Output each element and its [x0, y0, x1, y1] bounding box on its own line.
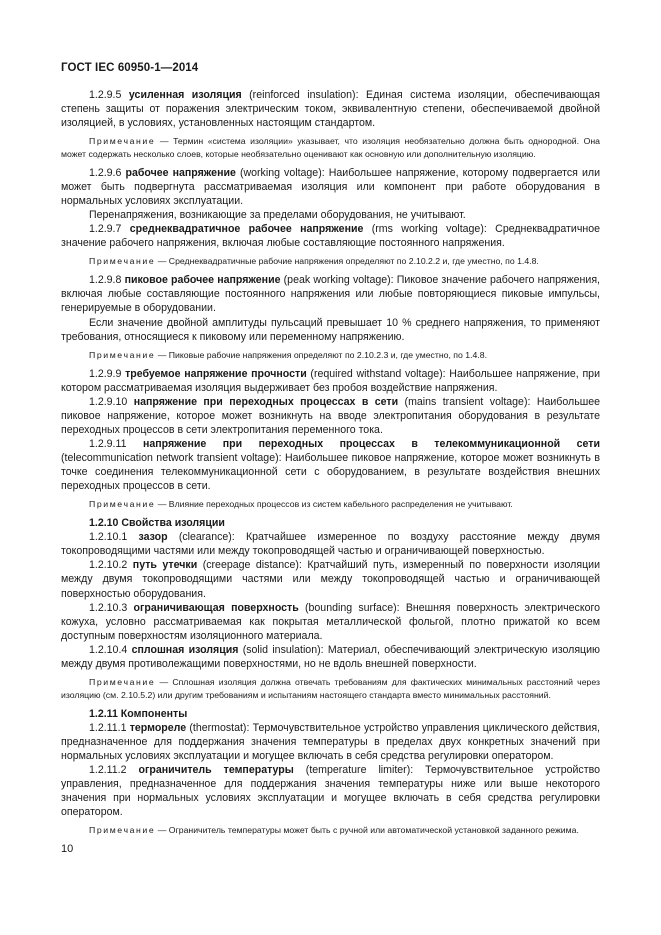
clause-number: 1.2.9.6 [89, 166, 122, 179]
note-paragraph [61, 676, 600, 702]
defined-term: термореле [129, 721, 187, 734]
clause-number: 1.2.9.9 [89, 367, 122, 380]
definition-paragraph [61, 166, 600, 208]
definition-paragraph [61, 273, 600, 315]
clause-number: 1.2.11.2 [89, 763, 127, 776]
note-text: — Пиковые рабочие напряжения определяют по 2.10.2.3 и, где уместно, по 1.4.8. [155, 349, 487, 360]
body-paragraph: Если значение двойной амплитуды пульсаций превышает 10 % среднего напряжения, то применяют требования, относящиеся к пиковому или переменному напряжению. [61, 316, 600, 343]
note-label: Примечание [89, 136, 156, 147]
definition-text: (temperature limiter): Термочувствительное устройство управления, предназначенное для поддержания значения температуры ниже или выше некоторого значения при нормальных условиях эксплуатации и могущее включать в себя средства регулировки оператором. [61, 763, 600, 819]
note-label: Примечание [89, 349, 156, 360]
clause-number: 1.2.10.2 [89, 559, 128, 572]
note-label: Примечание [89, 499, 156, 510]
defined-term: пиковое рабочее напряжение [124, 274, 281, 287]
defined-term: напряжение при переходных процессах в телекоммуникационной сети [142, 437, 600, 450]
note-paragraph [61, 349, 600, 362]
definition-text: (thermostat): Термочувствительное устройство управления циклического действия, предназначенное для поддержания значения температуры в пределах двух конкретных значений при нормальных условиях эксплуатации и могущее включать в себя средства регулировки оператором. [61, 721, 600, 762]
definition-text: (rms working voltage): Среднеквадратичное значение рабочего напряжения, включая любые составляющие постоянного напряжения. [61, 223, 600, 250]
definition-paragraph [61, 88, 600, 130]
defined-term: ограничивающая поверхность [133, 601, 299, 614]
defined-term: напряжение при переходных процессах в сети [133, 395, 399, 408]
clause-number: 1.2.9.7 [89, 223, 122, 236]
section-heading: 1.2.11 Компоненты [89, 707, 188, 720]
clause-number: 1.2.9.5 [89, 89, 122, 101]
clause-number: 1.2.10.4 [89, 643, 128, 656]
clause-number: 1.2.11.1 [89, 721, 127, 734]
definition-text: (clearance): Кратчайшее измеренное по воздуху расстояние между двумя токопроводящими частями или между токопроводящей частью и ограничивающей поверхностью. [61, 531, 601, 558]
definition-paragraph [61, 222, 600, 250]
note-paragraph [61, 824, 600, 837]
definition-text: (reinforced insulation): Единая система изоляции, обеспечивающая степень защиты от поражения электрическим током, эквивалентную степени, обеспечиваемой двойной изоляцией, в условиях, установленных настоящим стандартом. [61, 89, 600, 130]
note-paragraph [61, 255, 600, 268]
defined-term: ограничитель температуры [138, 763, 294, 776]
definition-paragraph [61, 367, 600, 395]
defined-term: требуемое напряжение прочности [125, 367, 307, 380]
definition-paragraph [61, 395, 600, 437]
definition-text: (working voltage): Наибольшее напряжение, которому подвергается или может быть подвергнута рассматриваемая изоляция или компонент при работе оборудования в нормальных условиях эксплуатации. [61, 166, 600, 208]
defined-term: зазор [138, 531, 168, 544]
definition-paragraph [61, 721, 600, 763]
definition-paragraph [61, 437, 600, 493]
note-text: — Среднеквадратичные рабочие напряжения определяют по 2.10.2.2 и, где уместно, по 1.4.8. [155, 256, 539, 267]
note-text: — Ограничитель температуры может быть с ручной или автоматической установкой заданного режима. [155, 825, 579, 836]
clause-number: 1.2.9.11 [89, 437, 127, 450]
definition-text: (telecommunication network transient voltage): Наибольшее пиковое напряжение, которое может возникнуть в точке соединения телекоммуникационной сети с оборудованием, в результате воздействия внешних переходных процессов в сети. [61, 452, 600, 493]
definition-text: (solid insulation): Материал, обеспечивающий электрическую изоляцию между двумя противолежащими поверхностями, но не вдоль внешней поверхности. [61, 643, 600, 670]
note-label: Примечание [89, 256, 156, 267]
defined-term: усиленная изоляция [128, 89, 242, 101]
definition-paragraph [61, 530, 600, 558]
clause-number: 1.2.9.8 [89, 274, 122, 287]
clause-number: 1.2.9.10 [89, 395, 128, 408]
definition-text: (creepage distance): Кратчайший путь, измеренный по поверхности изоляции между двумя токопроводящими частями или между токопроводящей частью и ограничивающей поверхностью оборудования. [61, 559, 600, 600]
definition-text: (bounding surface): Внешняя поверхность электрического кожуха, условно рассматриваемая как покрытая металлической фольгой, плотно прижатой ко всем доступным поверхностям изоляционного материала. [61, 601, 600, 642]
page-number: 10 [61, 843, 74, 855]
document-body [61, 88, 600, 842]
clause-number: 1.2.10.1 [89, 531, 128, 544]
note-paragraph [61, 135, 600, 161]
section-heading: 1.2.10 Свойства изоляции [89, 517, 225, 530]
clause-number: 1.2.10.3 [89, 601, 128, 614]
definition-text: (required withstand voltage): Наибольшее напряжение, при котором рассматриваемая изоляция выдерживает без пробоя воздействие напряжения. [61, 367, 600, 394]
definition-text: (mains transient voltage): Наибольшее пиковое напряжение, которое может возникнуть на вводе электропитания оборудования в результате переходных процессов в сети электропитания переменного тока. [61, 395, 600, 436]
defined-term: путь утечки [132, 559, 198, 572]
defined-term: рабочее напряжение [125, 166, 236, 179]
note-paragraph [61, 498, 600, 511]
body-paragraph: Перенапряжения, возникающие за пределами оборудования, не учитывают. [89, 209, 466, 222]
definition-paragraph [61, 763, 600, 819]
definition-paragraph [61, 558, 600, 600]
note-text: — Влияние переходных процессов из систем кабельного распределения не учитывают. [155, 499, 513, 510]
note-label: Примечание [89, 825, 156, 836]
note-text: — Термин «система изоляции» указывает, что изоляция необязательно должна быть однородной. Она может содержать несколько слоев, которые необязательно оценивают как основную или дополнительную изоляцию. [61, 136, 600, 160]
defined-term: сплошная изоляция [131, 643, 239, 656]
note-text: — Сплошная изоляция должна отвечать требованиям для фактических минимальных расстояний через изоляцию (см. 2.10.5.2) или другим требованиям и испытаниям настоящего стандарта вместо минимальных расстояний. [61, 677, 600, 700]
definition-text: (peak working voltage): Пиковое значение рабочего напряжения, включая любые составляющие постоянного напряжения или любые повторяющиеся пиковые импульсы, генерируемые в оборудовании. [61, 274, 601, 315]
definition-paragraph [61, 643, 600, 671]
definition-paragraph [61, 601, 600, 643]
defined-term: среднеквадратичное рабочее напряжение [129, 223, 364, 236]
note-label: Примечание [89, 677, 156, 688]
page-header: ГОСТ IEC 60950-1—2014 [61, 62, 199, 74]
